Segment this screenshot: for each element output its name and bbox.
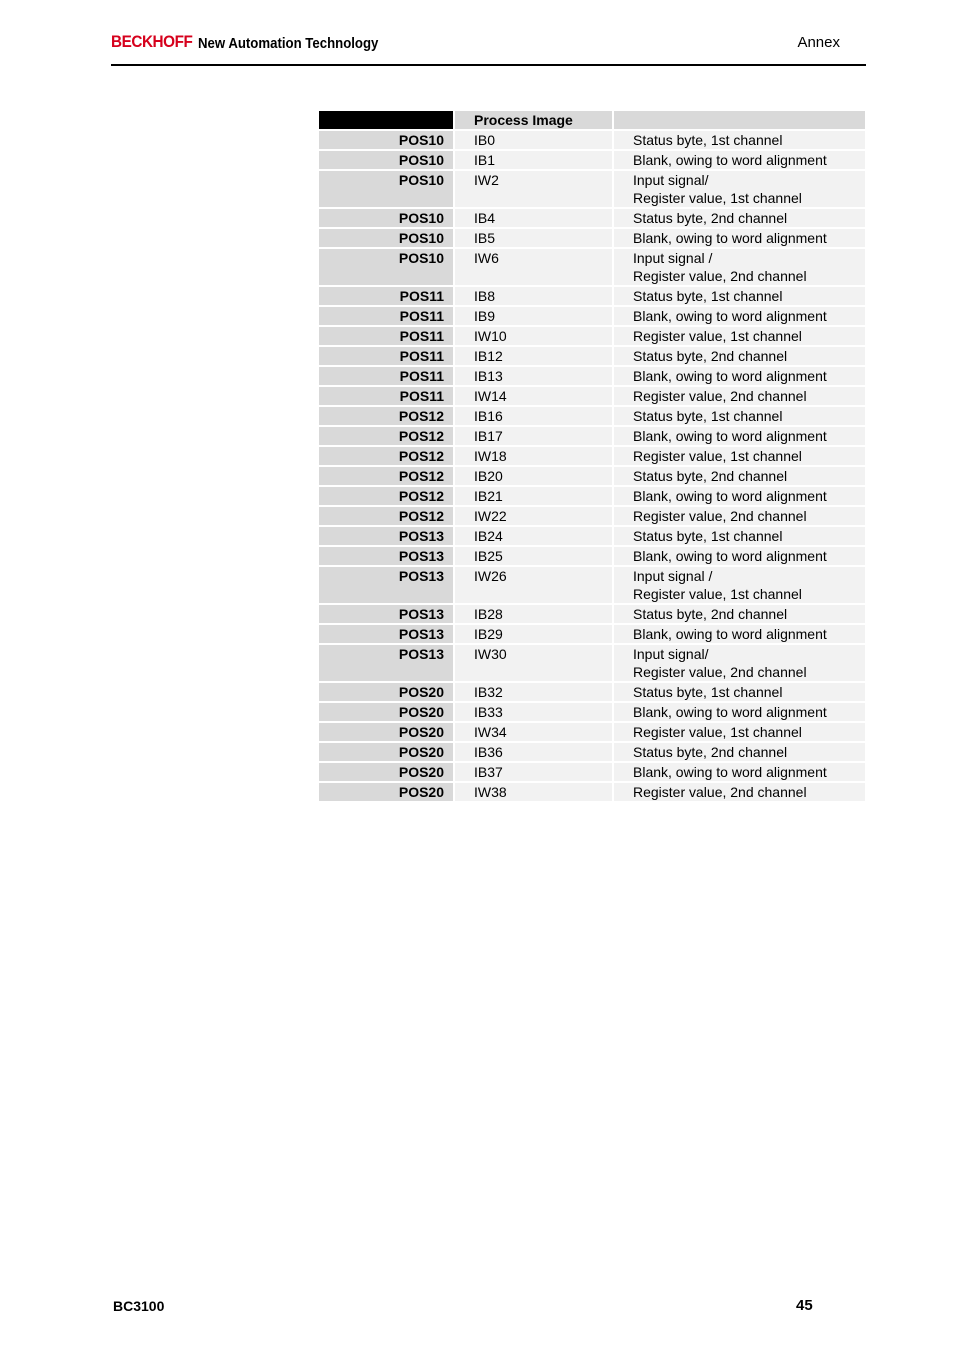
table-row [319,209,865,227]
cell-description: Status byte, 2nd channel [614,743,865,761]
cell-module: POS12 [319,507,453,525]
cell-address: IW2 [455,171,612,207]
header-cell-module [319,111,453,129]
cell-address: IB37 [455,763,612,781]
table-row [319,367,865,385]
table-row [319,743,865,761]
cell-module: POS10 [319,229,453,247]
cell-address: IW34 [455,723,612,741]
cell-description: Register value, 2nd channel [614,507,865,525]
section-title: Annex [797,34,840,51]
cell-description: Blank, owing to word alignment [614,427,865,445]
cell-module: POS12 [319,467,453,485]
cell-description: Register value, 2nd channel [614,783,865,801]
cell-module: POS11 [319,387,453,405]
header-cell-description [614,111,865,129]
table-row [319,151,865,169]
cell-description: Status byte, 2nd channel [614,347,865,365]
table-row [319,249,865,285]
cell-address: IB25 [455,547,612,565]
cell-module: POS20 [319,703,453,721]
company-tagline: New Automation Technology [198,35,379,52]
cell-description: Status byte, 1st channel [614,407,865,425]
cell-description: Blank, owing to word alignment [614,703,865,721]
process-image-table [317,109,867,803]
cell-description: Blank, owing to word alignment [614,151,865,169]
cell-module: POS11 [319,307,453,325]
cell-address: IB36 [455,743,612,761]
cell-address: IB13 [455,367,612,385]
cell-module: POS20 [319,723,453,741]
cell-description: Blank, owing to word alignment [614,487,865,505]
beckhoff-logo: BECKHOFF [111,32,193,51]
cell-module: POS10 [319,249,453,285]
cell-description: Status byte, 2nd channel [614,467,865,485]
cell-address: IB21 [455,487,612,505]
cell-address: IB12 [455,347,612,365]
cell-description: Input signal / Register value, 1st channel [614,567,865,603]
table-row [319,131,865,149]
table-row [319,527,865,545]
cell-description: Blank, owing to word alignment [614,307,865,325]
cell-address: IB8 [455,287,612,305]
table-body [319,131,865,801]
footer-page-number: 45 [796,1297,813,1314]
cell-address: IW18 [455,447,612,465]
cell-description: Input signal/ Register value, 1st channel [614,171,865,207]
cell-address: IB33 [455,703,612,721]
cell-description: Blank, owing to word alignment [614,367,865,385]
cell-address: IB16 [455,407,612,425]
table-row [319,763,865,781]
table-row [319,327,865,345]
cell-description: Register value, 1st channel [614,723,865,741]
cell-description: Blank, owing to word alignment [614,763,865,781]
cell-address: IB20 [455,467,612,485]
table-row [319,229,865,247]
table-header-row [319,111,865,129]
cell-module: POS12 [319,407,453,425]
cell-module: POS10 [319,209,453,227]
cell-description: Register value, 1st channel [614,447,865,465]
table-row [319,287,865,305]
cell-module: POS20 [319,683,453,701]
cell-address: IW30 [455,645,612,681]
table-row [319,507,865,525]
cell-address: IW22 [455,507,612,525]
table-row [319,347,865,365]
cell-module: POS20 [319,743,453,761]
table-row [319,703,865,721]
cell-module: POS11 [319,327,453,345]
cell-address: IB17 [455,427,612,445]
cell-module: POS12 [319,447,453,465]
cell-description: Register value, 1st channel [614,327,865,345]
cell-address: IB0 [455,131,612,149]
cell-description: Register value, 2nd channel [614,387,865,405]
cell-module: POS11 [319,367,453,385]
table-row [319,427,865,445]
cell-address: IB1 [455,151,612,169]
cell-description: Input signal/ Register value, 2nd channel [614,645,865,681]
cell-address: IB24 [455,527,612,545]
cell-description: Blank, owing to word alignment [614,229,865,247]
header-cell-process-image: Process Image [455,111,612,129]
table-row [319,467,865,485]
table-row [319,625,865,643]
footer-product-name: BC3100 [113,1298,165,1314]
cell-address: IB29 [455,625,612,643]
table-row [319,171,865,207]
cell-description: Status byte, 2nd channel [614,209,865,227]
cell-address: IW6 [455,249,612,285]
cell-module: POS13 [319,567,453,603]
cell-module: POS13 [319,645,453,681]
cell-module: POS11 [319,347,453,365]
table-row [319,567,865,603]
cell-address: IW14 [455,387,612,405]
cell-description: Status byte, 1st channel [614,287,865,305]
cell-module: POS13 [319,547,453,565]
cell-description: Status byte, 1st channel [614,683,865,701]
cell-module: POS20 [319,763,453,781]
cell-address: IB9 [455,307,612,325]
cell-address: IB5 [455,229,612,247]
cell-address: IW10 [455,327,612,345]
cell-module: POS12 [319,487,453,505]
table-row [319,307,865,325]
cell-description: Status byte, 1st channel [614,527,865,545]
cell-address: IB32 [455,683,612,701]
cell-module: POS12 [319,427,453,445]
cell-address: IB4 [455,209,612,227]
table-row [319,723,865,741]
table-row [319,645,865,681]
table-row [319,547,865,565]
table-row [319,387,865,405]
cell-description: Blank, owing to word alignment [614,625,865,643]
cell-module: POS10 [319,131,453,149]
cell-module: POS10 [319,171,453,207]
cell-module: POS13 [319,527,453,545]
cell-address: IW38 [455,783,612,801]
table-row [319,605,865,623]
table-row [319,447,865,465]
cell-module: POS13 [319,625,453,643]
page-header [111,30,866,66]
table-row [319,487,865,505]
table-row [319,407,865,425]
cell-module: POS13 [319,605,453,623]
cell-description: Status byte, 1st channel [614,131,865,149]
cell-description: Input signal / Register value, 2nd channel [614,249,865,285]
table-row [319,783,865,801]
table-row [319,683,865,701]
cell-module: POS20 [319,783,453,801]
cell-module: POS10 [319,151,453,169]
cell-module: POS11 [319,287,453,305]
cell-address: IB28 [455,605,612,623]
cell-description: Status byte, 2nd channel [614,605,865,623]
cell-description: Blank, owing to word alignment [614,547,865,565]
cell-address: IW26 [455,567,612,603]
